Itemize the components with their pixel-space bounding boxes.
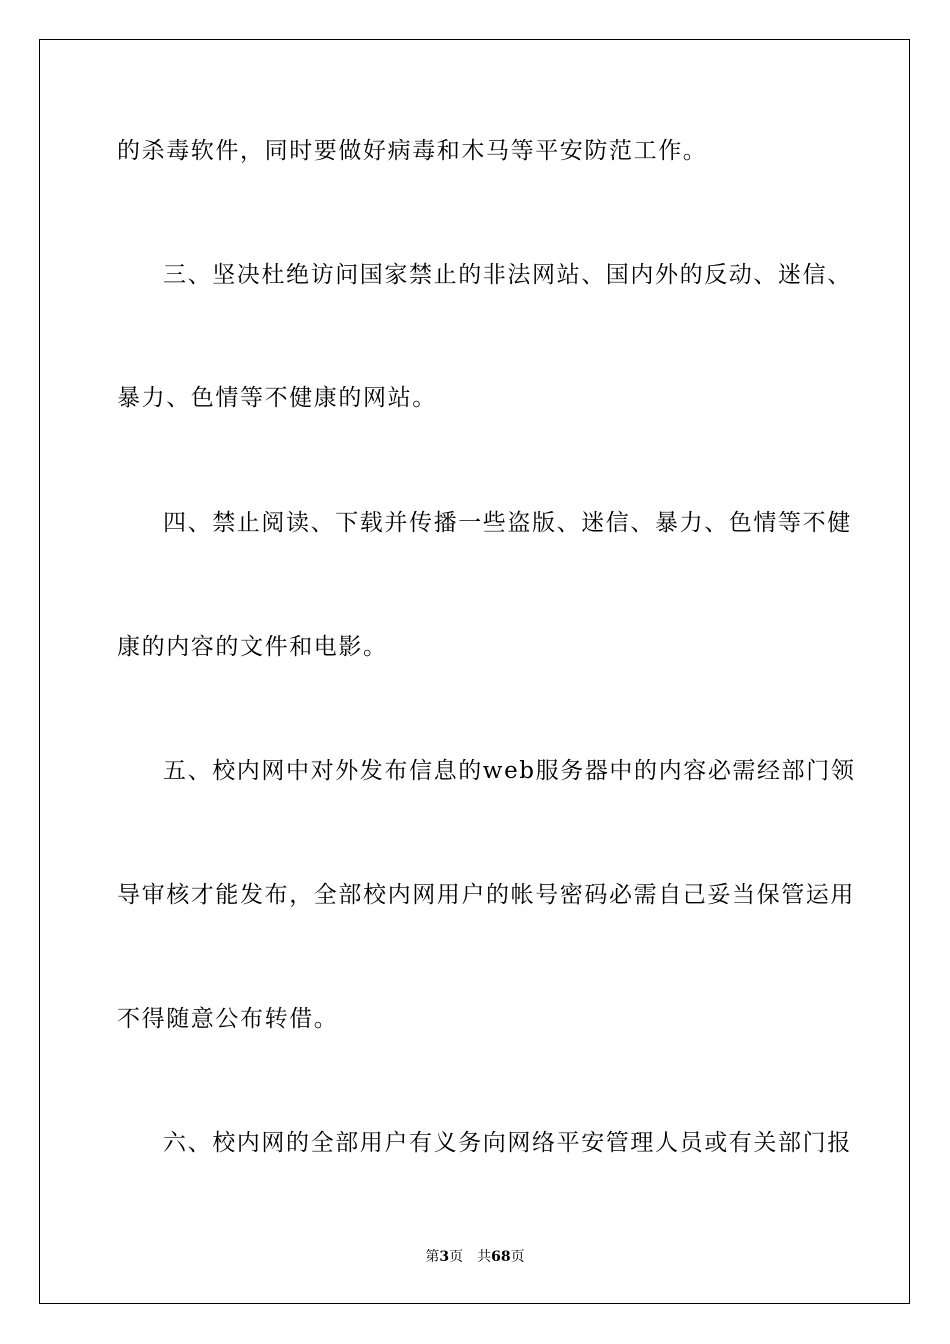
text-line: 的杀毒软件，同时要做好病毒和木马等平安防范工作。 bbox=[117, 138, 708, 164]
total-suffix: 页 bbox=[510, 1249, 525, 1265]
text-line: 不得随意公布转借。 bbox=[117, 1006, 339, 1032]
page-footer bbox=[0, 1248, 950, 1266]
total-prefix: 共 bbox=[477, 1249, 492, 1265]
text-line: 康的内容的文件和电影。 bbox=[117, 634, 388, 660]
text-line: 六、校内网的全部用户有义务向网络平安管理人员或有关部门报 bbox=[163, 1130, 852, 1156]
page-prefix: 第 bbox=[425, 1249, 440, 1265]
text-line: 五、校内网中对外发布信息的web服务器中的内容必需经部门领 bbox=[163, 758, 856, 784]
text-line: 三、坚决杜绝访问国家禁止的非法网站、国内外的反动、迷信、 bbox=[163, 262, 852, 288]
page-border bbox=[39, 39, 910, 1304]
page-number: 3 bbox=[439, 1249, 450, 1265]
text-line: 导审核才能发布，全部校内网用户的帐号密码必需自己妥当保管运用 bbox=[117, 882, 855, 908]
text-line: 四、禁止阅读、下载并传播一些盗版、迷信、暴力、色情等不健 bbox=[163, 510, 852, 536]
text-line: 暴力、色情等不健康的网站。 bbox=[117, 385, 437, 411]
page-suffix: 页 bbox=[449, 1249, 464, 1265]
total-pages: 68 bbox=[491, 1249, 511, 1265]
